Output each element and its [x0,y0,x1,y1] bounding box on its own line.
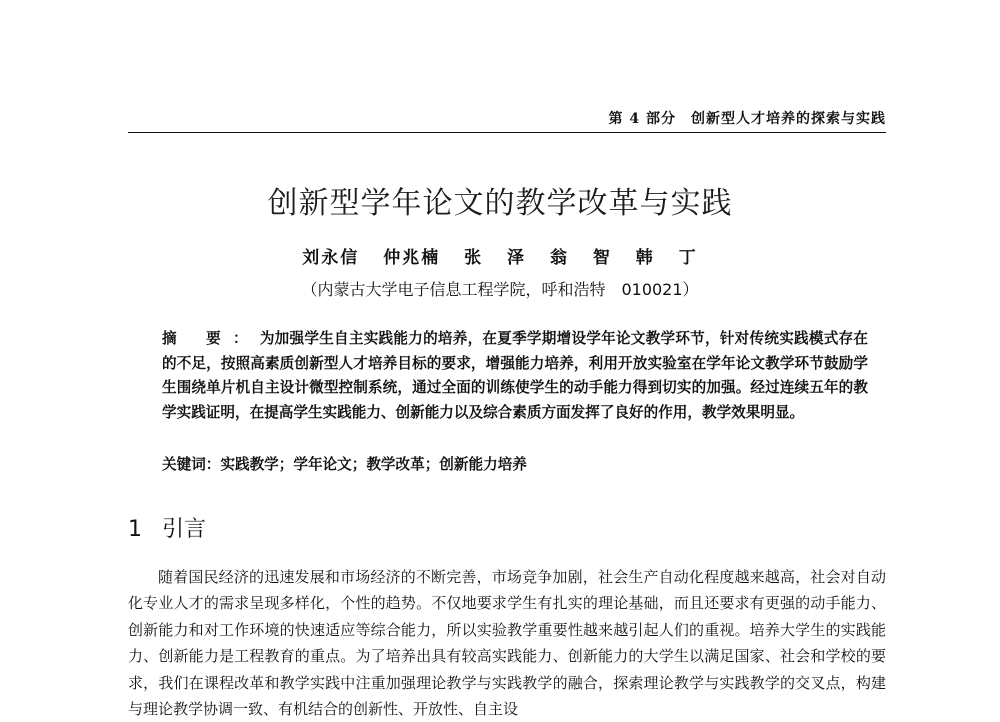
header-divider [128,132,886,133]
section-title: 引言 [162,517,207,542]
keywords-label: 关键词： [162,456,221,473]
body-paragraph: 随着国民经济的迅速发展和市场经济的不断完善，市场竞争加剧，社会生产自动化程度越来越高，社会对自动化专业人才的需求呈现多样化，个性的趋势。不仅地要求学生有扎实的理论基础，而且还要求有更强的动手能力、创新能力和对工作环境的快速适应等综合能力，所以实验教学重要性越来越引起人们的重视。培养大学生的实践能力、创新能力是工程教育的重点。为了培养出具有较高实践能力、创新能力的大学生以满足国家、社会和学校的要求，我们在课程改革和教学实践中注重加强理论教学与实践教学的融合，探索理论教学与实践教学的交叉点，构建与理论教学协调一致、有机结合的创新性、开放性、自主设 [128,568,886,719]
author-affiliation: （内蒙古大学电子信息工程学院，呼和浩特 010021） [301,280,699,299]
section-heading [128,512,206,543]
abstract [162,327,868,425]
page-header [128,108,886,138]
running-header: 第 4 部分 创新型人才培养的探索与实践 [608,111,886,127]
keywords-text: 实践教学；学年论文；教学改革；创新能力培养 [220,456,527,473]
paper-title: 创新型学年论文的教学改革与实践 [267,186,733,221]
section-number: 1 [128,517,142,542]
abstract-text: 为加强学生自主实践能力的培养，在夏季学期增设学年论文教学环节，针对传统实践模式存在的不足，按照高素质创新型人才培养目标的要求，增强能力培养，利用开放实验室在学年论文教学环节鼓励学生围绕单片机自主设计微型控制系统，通过全面的训练使学生的动手能力得到切实的加强。经过连续五年的教学实践证明，在提高学生实践能力、创新能力以及综合素质方面发挥了良好的作用，教学效果明显。 [162,330,868,421]
body-text [128,564,886,719]
author-list: 刘永信 仲兆楠 张 泽 翁 智 韩 丁 [302,248,698,268]
abstract-label: 摘 要： [162,330,260,347]
keywords [162,454,868,476]
